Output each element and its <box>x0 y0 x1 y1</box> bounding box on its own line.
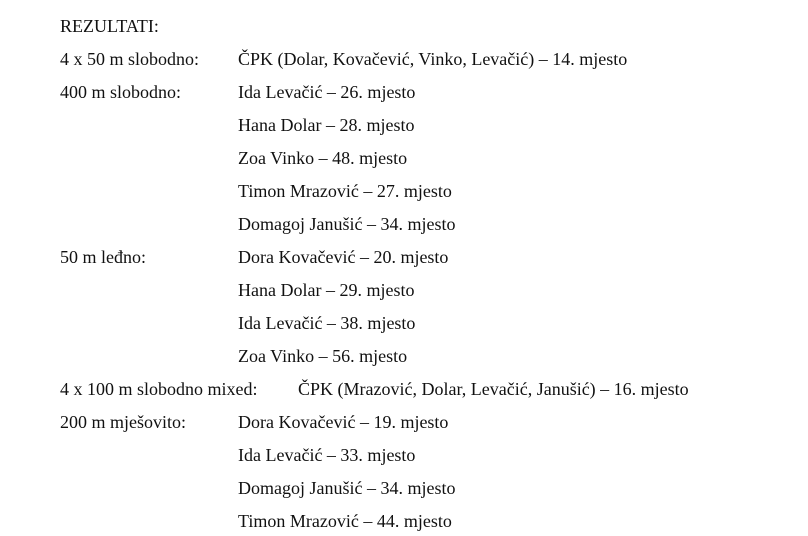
event-label: 50 m leđno: <box>60 247 146 267</box>
result-text: Timon Mrazović – 44. mjesto <box>238 511 452 531</box>
result-text: Domagoj Janušić – 34. mjesto <box>238 214 456 234</box>
event-label: 200 m mješovito: <box>60 412 186 432</box>
result-row <box>60 245 800 269</box>
event-label: 4 x 100 m slobodno mixed: <box>60 379 258 399</box>
result-row <box>60 113 800 137</box>
result-text: Timon Mrazović – 27. mjesto <box>238 181 452 201</box>
result-row <box>60 377 800 401</box>
result-row <box>60 278 800 302</box>
result-row <box>60 476 800 500</box>
result-text: Ida Levačić – 33. mjesto <box>238 445 416 465</box>
results-heading: REZULTATI: <box>60 16 159 36</box>
result-text: Dora Kovačević – 19. mjesto <box>238 412 449 432</box>
result-row <box>60 311 800 335</box>
result-text: ČPK (Mrazović, Dolar, Levačić, Janušić) – 16. mjesto <box>298 379 689 399</box>
result-text: Domagoj Janušić – 34. mjesto <box>238 478 456 498</box>
result-text: ČPK (Dolar, Kovačević, Vinko, Levačić) – 14. mjesto <box>238 49 628 69</box>
result-row <box>60 443 800 467</box>
result-row <box>60 212 800 236</box>
result-text: Hana Dolar – 28. mjesto <box>238 115 415 135</box>
result-row <box>60 146 800 170</box>
result-text: Zoa Vinko – 56. mjesto <box>238 346 408 366</box>
result-row <box>60 80 800 104</box>
result-row <box>60 509 800 533</box>
result-text: Ida Levačić – 26. mjesto <box>238 82 416 102</box>
result-text: Ida Levačić – 38. mjesto <box>238 313 416 333</box>
result-text: Dora Kovačević – 20. mjesto <box>238 247 449 267</box>
event-label: 4 x 50 m slobodno: <box>60 49 200 69</box>
result-row <box>60 179 800 203</box>
result-row <box>60 410 800 434</box>
result-row <box>60 47 800 71</box>
result-text: Zoa Vinko – 48. mjesto <box>238 148 408 168</box>
event-label: 400 m slobodno: <box>60 82 182 102</box>
result-text: Hana Dolar – 29. mjesto <box>238 280 415 300</box>
result-row <box>60 344 800 368</box>
